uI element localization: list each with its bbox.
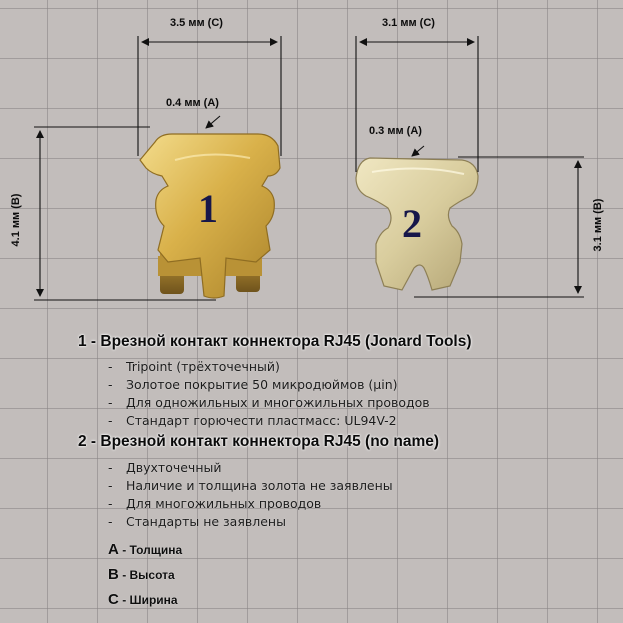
item-1-heading: 1 - Врезной контакт коннектора RJ45 (Jonard Tools)	[78, 333, 472, 350]
list-item: - Стандарт горючести пластмасс: UL94V-2	[108, 413, 397, 428]
contact-1-number: 1	[198, 186, 218, 231]
thickness-label-2: 0.3 мм (A)	[369, 125, 422, 137]
list-item: - Двухточечный	[108, 460, 222, 475]
legend-c: C - Ширина	[108, 591, 178, 608]
thickness-label-1: 0.4 мм (A)	[166, 97, 219, 109]
item-2-list	[108, 459, 393, 531]
legend-b: B - Высота	[108, 566, 175, 583]
list-item: - Стандарты не заявлены	[108, 514, 286, 529]
list-item: - Для одножильных и многожильных проводов	[108, 395, 430, 410]
list-item: - Наличие и толщина золота не заявлены	[108, 478, 393, 493]
width-label-1: 3.5 мм (C)	[170, 17, 223, 29]
height-label-1: 4.1 мм (B)	[10, 193, 22, 247]
height-label-2: 3.1 мм (B)	[592, 198, 604, 252]
list-item: - Tripoint (трёхточечный)	[108, 359, 280, 374]
contact-2-number: 2	[402, 201, 422, 246]
list-item: - Для многожильных проводов	[108, 496, 322, 511]
item-1-list	[108, 358, 430, 430]
width-label-2: 3.1 мм (C)	[382, 17, 435, 29]
list-item: - Золотое покрытие 50 микродюймов (µin)	[108, 377, 398, 392]
legend-a: A - Толщина	[108, 541, 183, 558]
item-2-heading: 2 - Врезной контакт коннектора RJ45 (no name)	[78, 433, 440, 450]
